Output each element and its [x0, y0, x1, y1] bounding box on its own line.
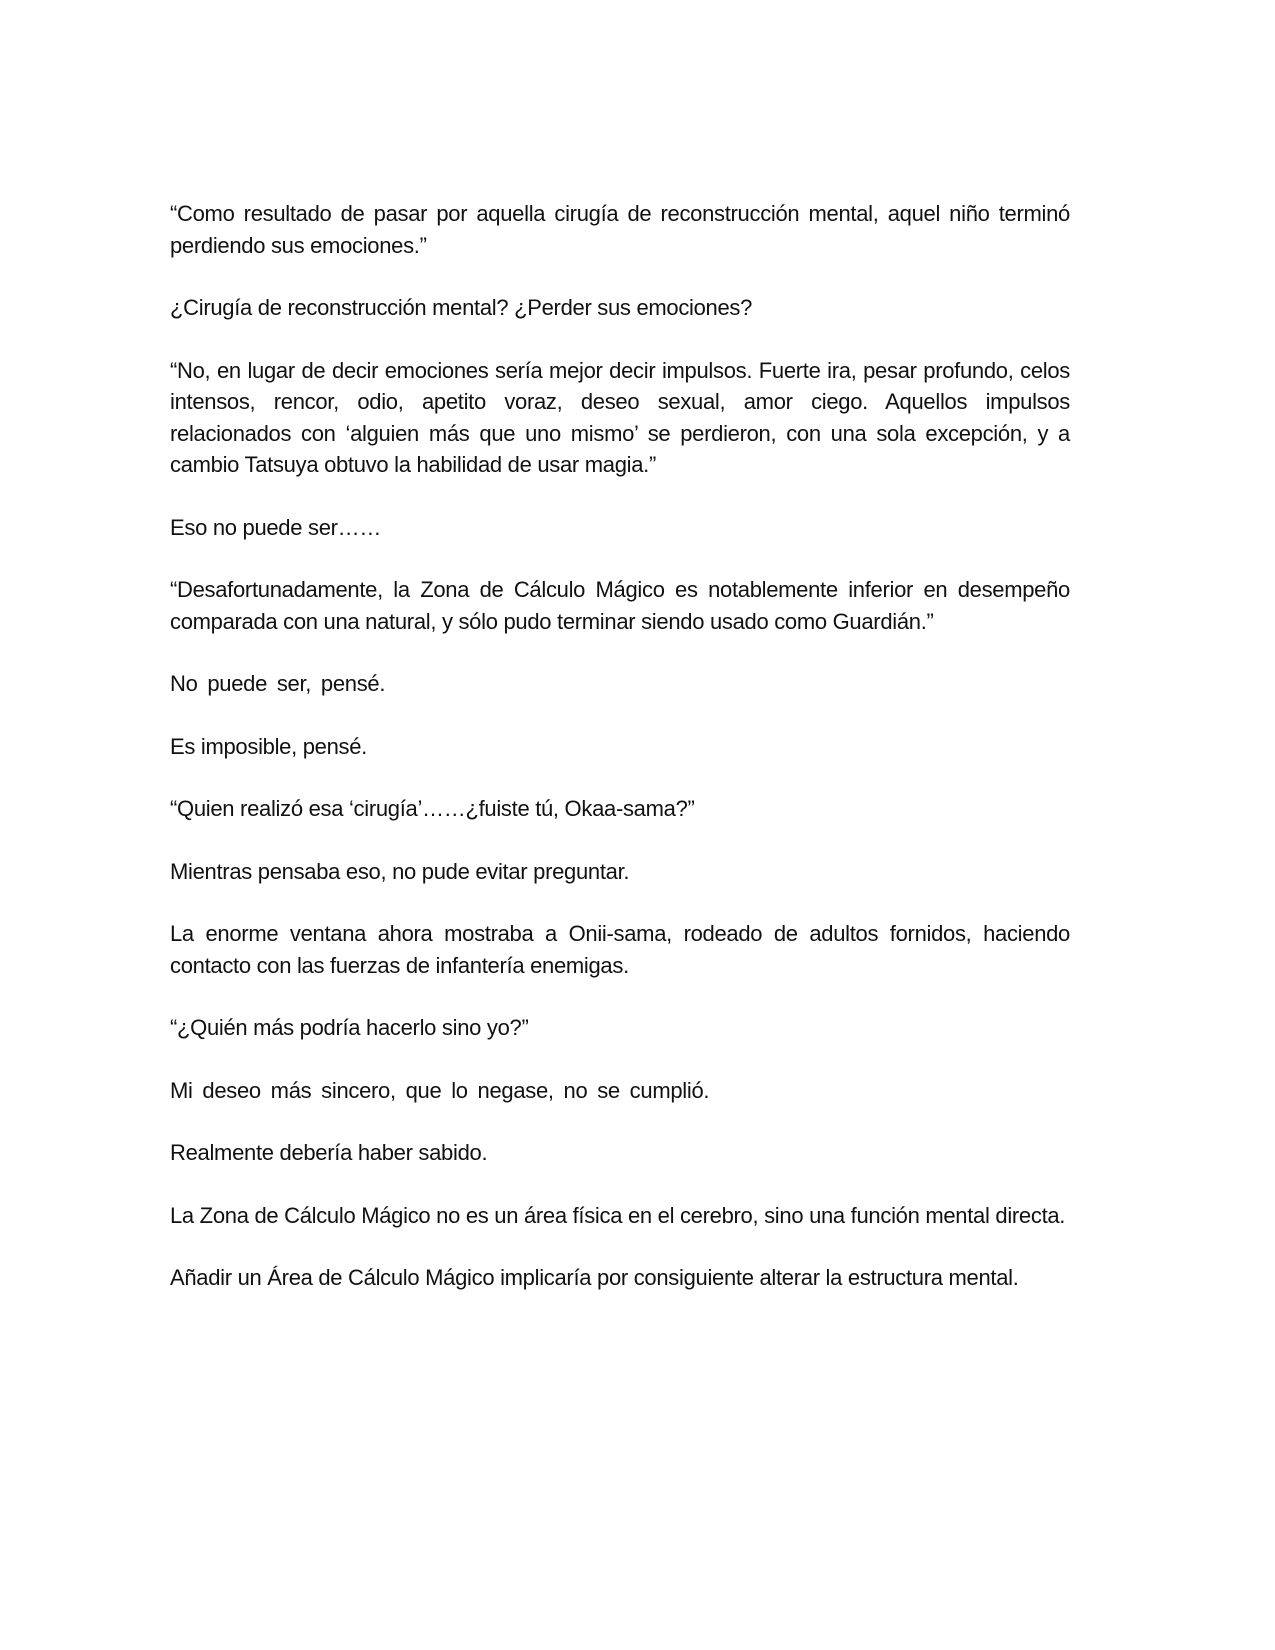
paragraph-12: Mi deseo más sincero, que lo negase, no se cumplió. [170, 1077, 710, 1103]
document-page [170, 198, 1070, 1325]
paragraph-9: Mientras pensaba eso, no pude evitar preguntar. [170, 858, 630, 884]
paragraph-13: Realmente debería haber sabido. [170, 1140, 488, 1165]
paragraph-4: Eso no puede ser…… [170, 514, 382, 540]
paragraph-8: “Quien realizó esa ‘cirugía’……¿fuiste tú, Okaa-sama?” [170, 796, 695, 821]
paragraph-6: No puede ser, pensé. [170, 671, 386, 696]
paragraph-5: “Desafortunadamente, la Zona de Cálculo Mágico es notablemente inferior en desempeño comparada con una natural, y sólo pudo terminar siendo usado como Guardián.” [170, 577, 1070, 634]
paragraph-3: “No, en lugar de decir emociones sería mejor decir impulsos. Fuerte ira, pesar profundo, celos intensos, rencor, odio, apetito voraz, deseo sexual, amor ciego. Aquellos impulsos relacionados con ‘alguien más que uno mismo’ se perdieron, con una sola excepción, y a cambio Tatsuya obtuvo la habilidad de usar magia.” [170, 357, 1070, 477]
paragraph-11: “¿Quién más podría hacerlo sino yo?” [170, 1015, 529, 1040]
paragraph-2: ¿Cirugía de reconstrucción mental? ¿Perder sus emociones? [170, 295, 753, 320]
paragraph-14: La Zona de Cálculo Mágico no es un área física en el cerebro, sino una función mental directa. [170, 1202, 1066, 1228]
paragraph-10: La enorme ventana ahora mostraba a Onii-sama, rodeado de adultos fornidos, haciendo contacto con las fuerzas de infantería enemigas. [170, 921, 1070, 978]
paragraph-1: “Como resultado de pasar por aquella cirugía de reconstrucción mental, aquel niño terminó perdiendo sus emociones.” [170, 201, 1070, 258]
paragraph-15: Añadir un Área de Cálculo Mágico implicaría por consiguiente alterar la estructura mental. [170, 1265, 1019, 1290]
paragraph-7: Es imposible, pensé. [170, 733, 367, 759]
